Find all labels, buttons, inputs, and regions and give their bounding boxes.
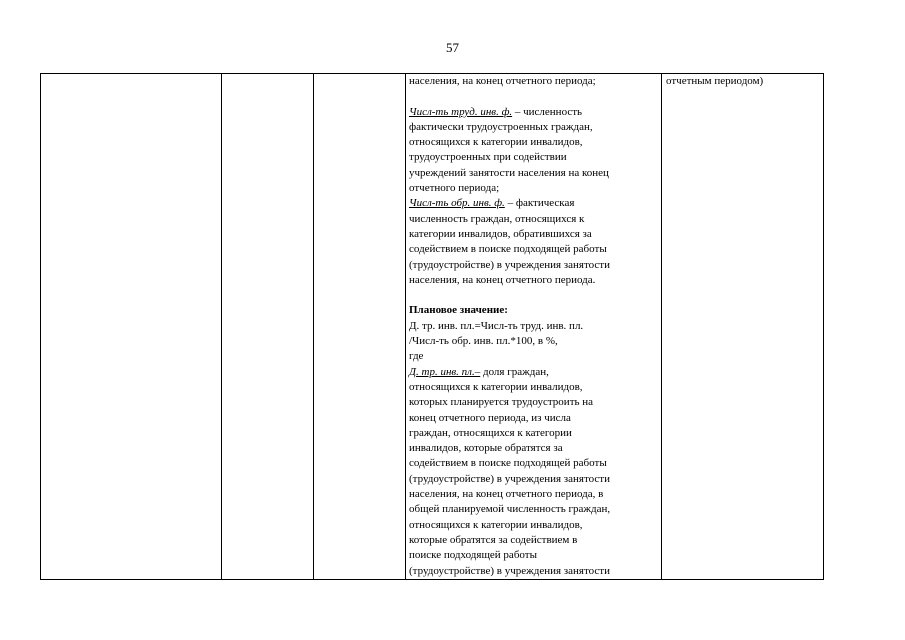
formula-line: /Числ-ть обр. инв. пл.*100, в %,	[409, 335, 558, 348]
blank-line	[409, 288, 659, 303]
plan-heading: Плановое значение:	[409, 304, 508, 317]
definition-term: Д. тр. инв. пл.–	[409, 365, 481, 378]
definition-text: доля граждан,	[480, 365, 549, 378]
text-line: которых планируется трудоустроить на	[409, 396, 594, 409]
text-line: численность граждан, относящихся к	[409, 212, 585, 225]
text-line: населения, на конец отчетного периода.	[409, 273, 596, 286]
text-line: (трудоустройстве) в учреждения занятости	[409, 564, 610, 577]
definition-line	[409, 196, 659, 211]
text-line: инвалидов, которые обратятся за	[409, 442, 563, 455]
text-line: граждан, относящихся к категории	[409, 426, 572, 439]
table-cell-formula	[406, 74, 662, 580]
blank-line	[409, 89, 659, 104]
definition-line	[409, 105, 659, 120]
intro-line: населения, на конец отчетного периода;	[409, 75, 596, 87]
definition-text: – фактическая	[504, 197, 575, 210]
definition-term: Числ-ть обр. инв. ф.	[409, 197, 505, 210]
indicator-table	[40, 73, 824, 580]
definition-text: – численность	[512, 105, 583, 118]
definition-line	[409, 365, 659, 380]
text-line: относящихся к категории инвалидов,	[409, 136, 583, 149]
text-line: категории инвалидов, обратившихся за	[409, 227, 592, 240]
text-line: относящихся к категории инвалидов,	[409, 380, 583, 393]
text-line: содействием в поиске подходящей работы	[409, 243, 607, 256]
table-cell-1	[41, 74, 222, 580]
table-cell-3	[314, 74, 406, 580]
page-number: 57	[446, 40, 459, 55]
table-row	[41, 74, 824, 580]
text-line: содействием в поиске подходящей работы	[409, 457, 607, 470]
text-line: (трудоустройстве) в учреждения занятости	[409, 258, 610, 271]
table-cell-2	[222, 74, 314, 580]
table-cell-note	[662, 74, 824, 580]
text-line: фактически трудоустроенных граждан,	[409, 120, 593, 133]
note-text: отчетным периодом)	[666, 75, 764, 87]
text-line: трудоустроенных при содействии	[409, 151, 567, 164]
text-line: учреждений занятости населения на конец	[409, 166, 609, 179]
formula-line: где	[409, 350, 424, 363]
text-line: поиске подходящей работы	[409, 549, 537, 562]
definition-term: Числ-ть труд. инв. ф.	[409, 105, 513, 118]
text-line: которые обратятся за содействием в	[409, 533, 578, 546]
text-line: относящихся к категории инвалидов,	[409, 518, 583, 531]
text-line: отчетного периода;	[409, 182, 500, 195]
formula-line: Д. тр. инв. пл.=Числ-ть труд. инв. пл.	[409, 319, 584, 332]
text-line: общей планируемой численность граждан,	[409, 503, 611, 516]
text-line: конец отчетного периода, из числа	[409, 411, 571, 424]
text-line: населения, на конец отчетного периода, в	[409, 488, 604, 501]
text-line: (трудоустройстве) в учреждения занятости	[409, 472, 610, 485]
